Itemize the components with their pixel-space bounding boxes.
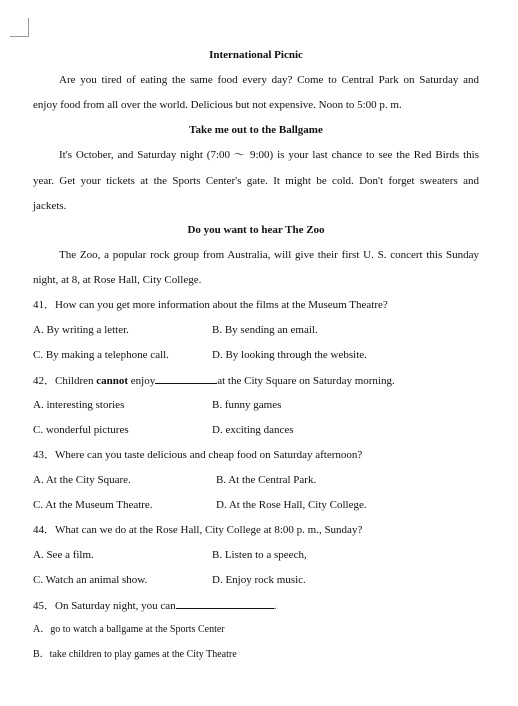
option-a[interactable]: A．go to watch a ballgame at the Sports Center bbox=[33, 624, 225, 635]
answer-options-row bbox=[33, 423, 479, 437]
option-d[interactable]: D. By looking through the website. bbox=[212, 349, 367, 361]
answer-options-row bbox=[33, 498, 479, 512]
option-d[interactable]: D. exciting dances bbox=[212, 424, 294, 436]
answer-options-row bbox=[33, 398, 479, 412]
answer-options-row bbox=[33, 323, 479, 337]
passage-text: The Zoo, a popular rock group from Australia, will give their first U. S. concert this Sunday bbox=[59, 249, 479, 261]
passage-text: It's October, and Saturday night (7:00 ～ 9:00) is your last chance to see the Red Birds this bbox=[59, 149, 479, 161]
page-corner-mark bbox=[10, 18, 29, 37]
stem-text: enjoy bbox=[128, 375, 156, 387]
option-b[interactable]: B. By sending an email. bbox=[212, 324, 318, 336]
option-a[interactable]: A. At the City Square. bbox=[33, 474, 131, 486]
stem-text: 42．Children bbox=[33, 375, 97, 387]
answer-blank[interactable] bbox=[155, 373, 217, 384]
answer-options-row bbox=[33, 573, 479, 587]
question-stem: 44．What can we do at the Rose Hall, City College at 8:00 p. m., Sunday? bbox=[33, 524, 363, 536]
option-d[interactable]: D. At the Rose Hall, City College. bbox=[216, 499, 367, 511]
passage-text: enjoy food from all over the world. Delicious but not expensive. Noon to 5:00 p. m. bbox=[33, 99, 402, 111]
answer-options-row bbox=[33, 473, 479, 487]
passage-title: Take me out to the Ballgame bbox=[189, 124, 323, 136]
question-stem bbox=[33, 373, 479, 388]
passage-title: Do you want to hear The Zoo bbox=[187, 224, 325, 236]
question-stem: 43．Where can you taste delicious and cheap food on Saturday afternoon? bbox=[33, 449, 363, 461]
option-c[interactable]: C. At the Museum Theatre. bbox=[33, 499, 153, 511]
option-b[interactable]: B．take children to play games at the City Theatre bbox=[33, 649, 237, 660]
option-d[interactable]: D. Enjoy rock music. bbox=[212, 574, 306, 586]
option-c[interactable]: C. Watch an animal show. bbox=[33, 574, 148, 586]
option-b[interactable]: B. At the Central Park. bbox=[216, 474, 317, 486]
passage-text: night, at 8, at Rose Hall, City College. bbox=[33, 274, 202, 286]
stem-text: 45．On Saturday night, you can bbox=[33, 600, 176, 612]
stem-text: at the City Square on Saturday morning. bbox=[217, 375, 395, 387]
option-c[interactable]: C. wonderful pictures bbox=[33, 424, 129, 436]
passage-text: jackets. bbox=[33, 200, 67, 212]
option-a[interactable]: A. interesting stories bbox=[33, 399, 125, 411]
question-stem: 41．How can you get more information about the films at the Museum Theatre? bbox=[33, 299, 388, 311]
stem-emphasis: cannot bbox=[96, 375, 129, 387]
passage-text: Are you tired of eating the same food every day? Come to Central Park on Saturday and bbox=[59, 74, 479, 86]
answer-blank[interactable] bbox=[176, 598, 274, 609]
answer-options-row bbox=[33, 348, 479, 362]
option-a[interactable]: A. See a film. bbox=[33, 549, 94, 561]
question-stem bbox=[33, 598, 479, 613]
option-a[interactable]: A. By writing a letter. bbox=[33, 324, 129, 336]
answer-options-row bbox=[33, 548, 479, 562]
option-c[interactable]: C. By making a telephone call. bbox=[33, 349, 169, 361]
passage-text: year. Get your tickets at the Sports Center's gate. It might be cold. Don't forget sweaters and bbox=[33, 175, 479, 187]
passage-title: International Picnic bbox=[209, 49, 303, 61]
option-b[interactable]: B. Listen to a speech, bbox=[212, 549, 307, 561]
option-b[interactable]: B. funny games bbox=[212, 399, 282, 411]
stem-text: . bbox=[273, 600, 277, 612]
